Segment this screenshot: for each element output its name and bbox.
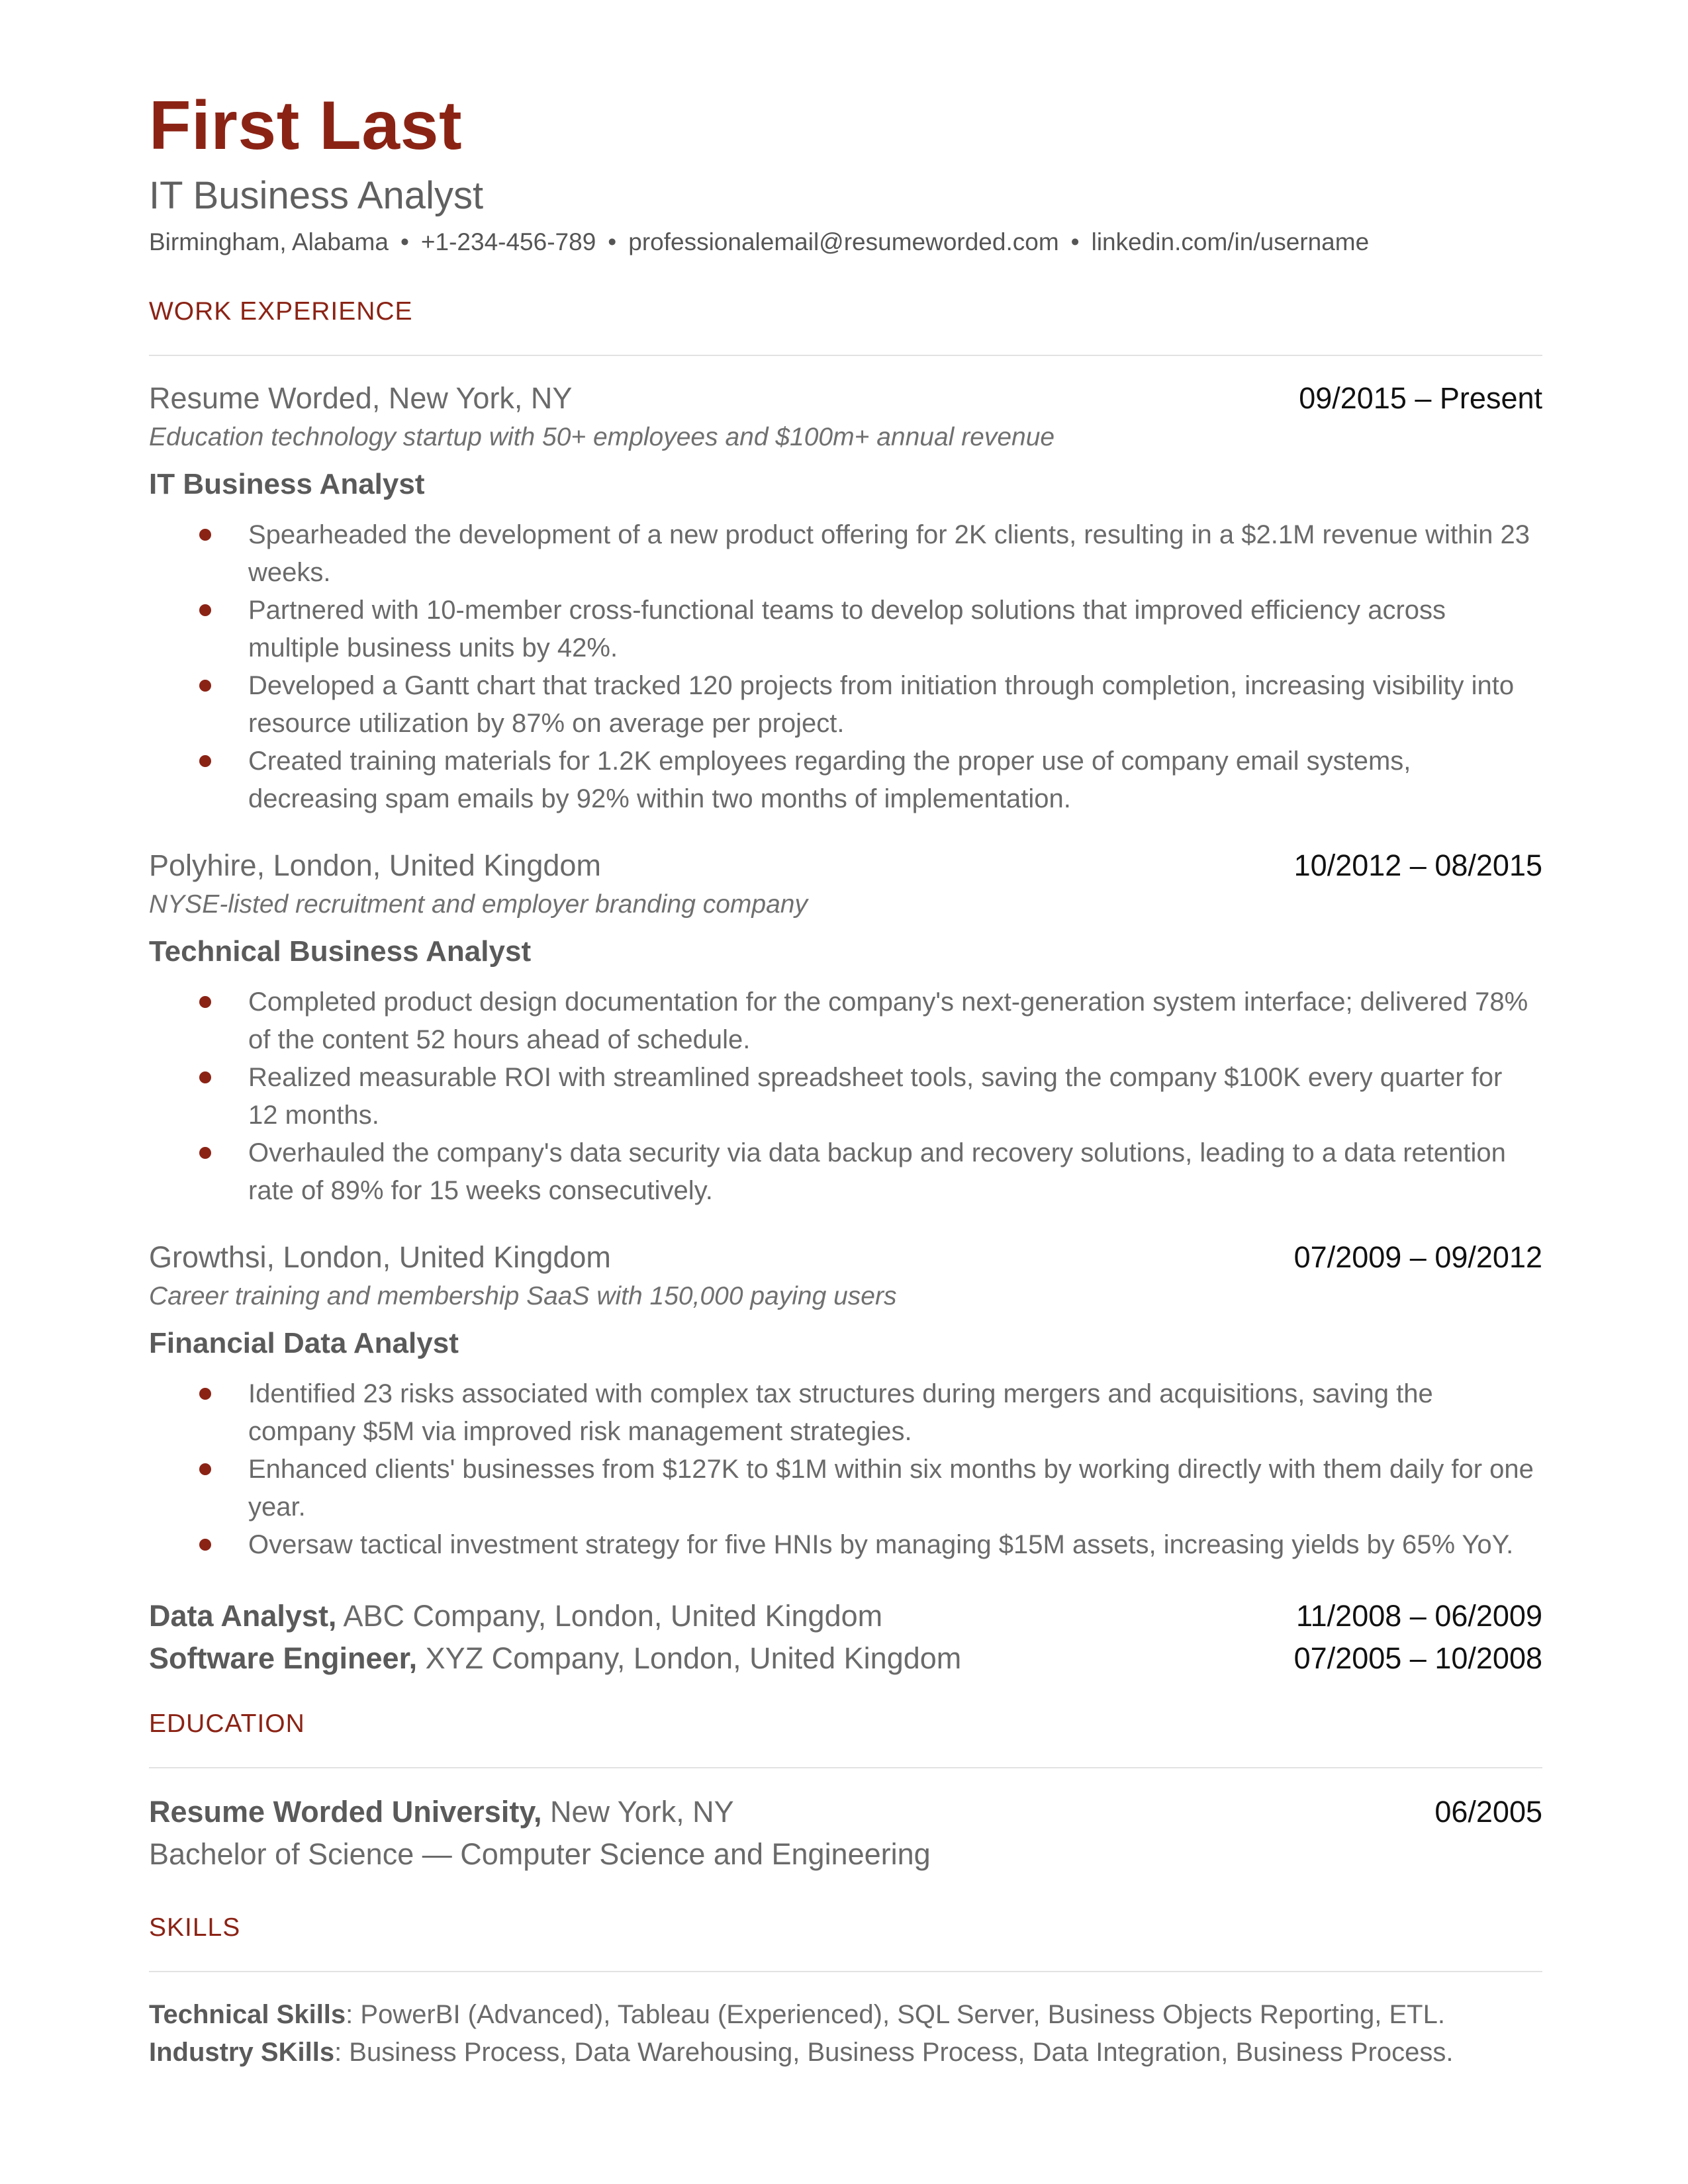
job-company: Polyhire, London, United Kingdom — [149, 848, 601, 882]
job-entry — [149, 846, 1542, 1210]
resume-header — [149, 86, 1542, 261]
job-bullets — [149, 1375, 1542, 1564]
section-title-skills: SKILLS — [149, 1913, 241, 1942]
contact-location: Birmingham, Alabama — [149, 228, 389, 255]
job-description: Career training and membership SaaS with 150,000 paying users — [149, 1282, 897, 1310]
short-job-company: XYZ Company, London, United Kingdom — [425, 1641, 962, 1675]
section-title-work: WORK EXPERIENCE — [149, 297, 413, 326]
skills-value: : Business Process, Data Warehousing, Business Process, Data Integration, Business Process. — [334, 2038, 1454, 2067]
job-bullet: Enhanced clients' businesses from $127K to $1M within six months by working directly with them daily for one year. — [149, 1451, 1542, 1526]
education-entry — [149, 1791, 1542, 1876]
short-job-dates: 07/2005 – 10/2008 — [1293, 1641, 1542, 1675]
job-title: IT Business Analyst — [149, 468, 425, 500]
skills-list — [149, 1996, 1542, 2071]
contact-separator: • — [1070, 228, 1080, 255]
short-job-title: Software Engineer, — [149, 1641, 418, 1675]
short-job-title: Data Analyst, — [149, 1599, 337, 1633]
job-description: NYSE-listed recruitment and employer branding company — [149, 890, 808, 919]
section-divider — [149, 1767, 1542, 1768]
bullet-dot-icon — [199, 996, 211, 1008]
bullet-dot-icon — [199, 1147, 211, 1159]
job-bullet: Partnered with 10-member cross-functional teams to develop solutions that improved efficiency across multiple business units by 42%. — [149, 592, 1542, 667]
skills-label: Technical Skills — [149, 2000, 346, 2029]
short-job-dates: 11/2008 – 06/2009 — [1295, 1599, 1542, 1633]
bullet-dot-icon — [199, 755, 211, 767]
job-bullet: Oversaw tactical investment strategy for five HNIs by managing $15M assets, increasing yields by 65% YoY. — [149, 1526, 1542, 1564]
bullet-dot-icon — [199, 529, 211, 541]
bullet-dot-icon — [199, 1071, 211, 1083]
job-title: Technical Business Analyst — [149, 935, 532, 968]
job-dates: 07/2009 – 09/2012 — [1293, 1240, 1542, 1274]
contact-separator: • — [400, 228, 409, 255]
job-bullet: Spearheaded the development of a new product offering for 2K clients, resulting in a $2.1M revenue within 23 weeks. — [149, 516, 1542, 592]
job-company: Growthsi, London, United Kingdom — [149, 1240, 611, 1274]
skills-label: Industry SKills — [149, 2038, 335, 2067]
job-entry — [149, 379, 1542, 818]
job-company: Resume Worded, New York, NY — [149, 381, 573, 415]
short-job-row — [149, 1595, 1542, 1637]
job-bullet: Identified 23 risks associated with complex tax structures during mergers and acquisitions, saving the company $5M via improved risk management strategies. — [149, 1375, 1542, 1451]
skills-value: : PowerBI (Advanced), Tableau (Experienced), SQL Server, Business Objects Reporting, ETL. — [346, 2000, 1445, 2029]
contact-phone: +1-234-456-789 — [420, 228, 596, 255]
job-bullet: Created training materials for 1.2K employees regarding the proper use of company email systems, decreasing spam emails by 92% within two months of implementation. — [149, 743, 1542, 818]
education-date: 06/2005 — [1434, 1795, 1542, 1829]
candidate-name: First Last — [149, 87, 463, 164]
bullet-dot-icon — [199, 1463, 211, 1475]
bullet-dot-icon — [199, 1539, 211, 1551]
contact-separator: • — [608, 228, 617, 255]
job-bullet: Completed product design documentation for the company's next-generation system interface; delivered 78% of the content 52 hours ahead of schedule. — [149, 983, 1542, 1059]
skills-line — [149, 2034, 1542, 2071]
bullet-dot-icon — [199, 680, 211, 692]
section-divider — [149, 1971, 1542, 1972]
job-bullets — [149, 983, 1542, 1210]
skills-line — [149, 1996, 1542, 2034]
education-school: Resume Worded University, — [149, 1795, 542, 1829]
job-bullets — [149, 516, 1542, 818]
education-degree: Bachelor of Science — Computer Science and Engineering — [149, 1837, 931, 1871]
contact-linkedin[interactable]: linkedin.com/in/username — [1091, 228, 1370, 255]
bullet-dot-icon — [199, 604, 211, 616]
candidate-role: IT Business Analyst — [149, 174, 484, 217]
section-divider — [149, 355, 1542, 356]
education-location: New York, NY — [550, 1795, 734, 1829]
section-title-education: EDUCATION — [149, 1709, 305, 1738]
contact-line — [149, 224, 1542, 261]
job-dates: 10/2012 – 08/2015 — [1293, 848, 1542, 882]
job-bullet: Developed a Gantt chart that tracked 120 projects from initiation through completion, increasing visibility into resource utilization by 87% on average per project. — [149, 667, 1542, 743]
short-jobs — [149, 1595, 1542, 1680]
job-bullet: Realized measurable ROI with streamlined spreadsheet tools, saving the company $100K every quarter for 12 months. — [149, 1059, 1542, 1134]
job-bullet: Overhauled the company's data security via data backup and recovery solutions, leading to a data retention rate of 89% for 15 weeks consecutively. — [149, 1134, 1542, 1210]
job-entry — [149, 1238, 1542, 1564]
short-job-row — [149, 1637, 1542, 1680]
job-description: Education technology startup with 50+ employees and $100m+ annual revenue — [149, 423, 1055, 451]
short-job-company: ABC Company, London, United Kingdom — [343, 1599, 883, 1633]
bullet-dot-icon — [199, 1388, 211, 1400]
job-dates: 09/2015 – Present — [1299, 381, 1542, 415]
job-title: Financial Data Analyst — [149, 1327, 459, 1359]
contact-email[interactable]: professionalemail@resumeworded.com — [628, 228, 1059, 255]
